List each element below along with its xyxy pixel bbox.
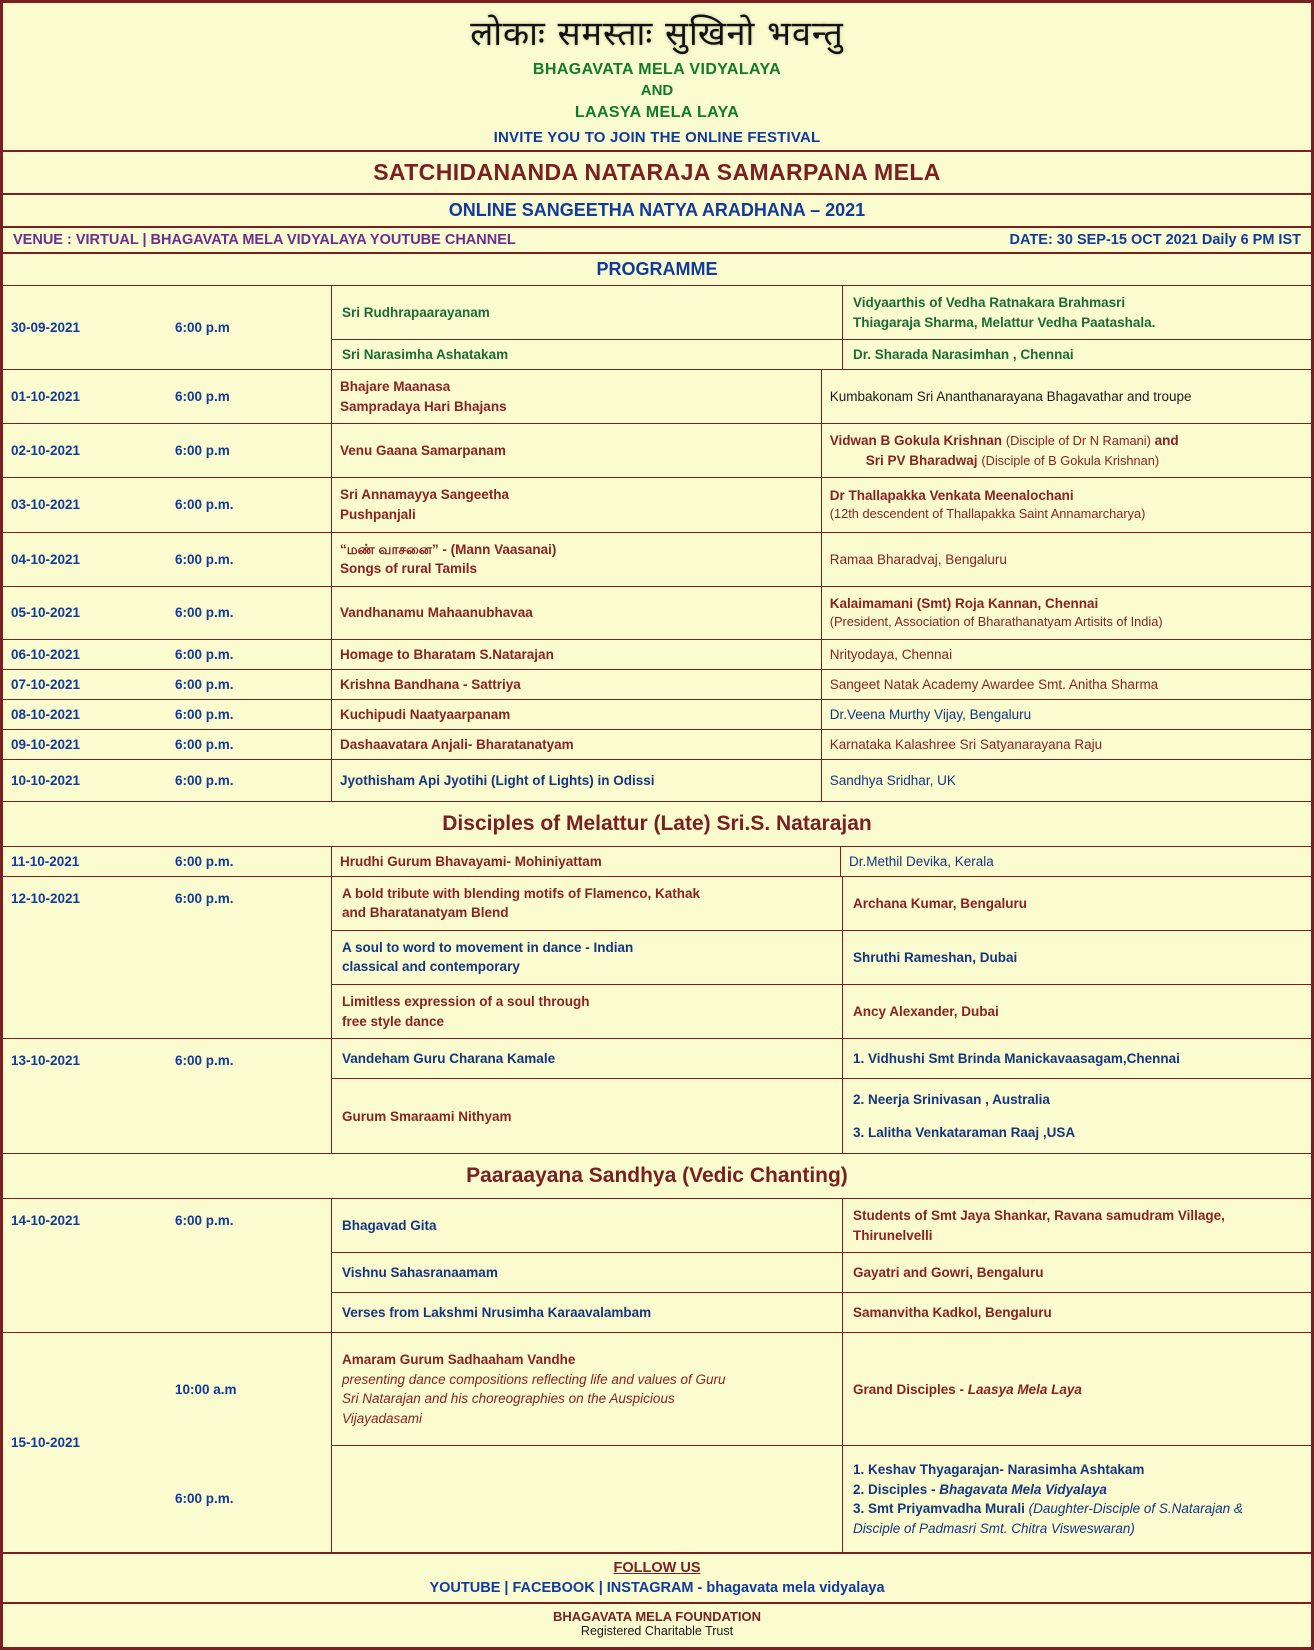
artist-line-1: 2. Neerja Srinivasan , Australia — [853, 1092, 1050, 1108]
cell-date: 01-10-2021 — [3, 370, 167, 424]
table-row — [3, 639, 1311, 669]
cell-item — [332, 478, 822, 532]
cell-item: Krishna Bandhana - Sattriya — [332, 669, 822, 699]
cell-item: Vandeham Guru Charana Kamale — [342, 1051, 556, 1067]
item-line-2: Sampradaya Hari Bhajans — [340, 398, 507, 414]
cell-date: 13-10-2021 — [3, 1039, 167, 1154]
programme-table-part2 — [3, 846, 1311, 1153]
item-line-1: A soul to word to movement in dance - Indian — [342, 939, 634, 955]
table-row — [3, 286, 1311, 370]
sub-row — [332, 1333, 1311, 1446]
artist-italic: Laasya Mela Laya — [967, 1381, 1082, 1397]
cell-time: 6:00 p.m — [167, 370, 332, 424]
cell-subrows — [332, 286, 1312, 370]
table-row — [3, 532, 1311, 586]
organization-secondary: LAASYA MELA LAYA — [574, 103, 740, 121]
cell-artist: Archana Kumar, Bengaluru — [843, 877, 1312, 931]
cell-date: 05-10-2021 — [3, 586, 167, 639]
sub-row — [332, 930, 1311, 984]
artist-line-3-prefix: 3. Smt Priyamvadha Murali — [853, 1501, 1029, 1517]
artist-line-2: Thirunelvelli — [853, 1227, 933, 1243]
cell-artist: 1. Vidhushi Smt Brinda Manickavaasagam,Chennai — [843, 1039, 1312, 1079]
cell-date: 09-10-2021 — [3, 729, 167, 759]
cell-item: Venu Gaana Samarpanam — [332, 424, 822, 478]
artist-line-4: Disciple of Padmasri Smt. Chitra Visweswaran) — [853, 1520, 1135, 1536]
cell-subrows — [332, 1039, 1312, 1154]
cell-item: Sri Narasimha Ashatakam — [332, 340, 843, 370]
cell-date: 04-10-2021 — [3, 532, 167, 586]
subrow-table — [332, 286, 1311, 369]
cell-artist: Shruthi Rameshan, Dubai — [843, 930, 1312, 984]
cell-artist: Karnataka Kalashree Sri Satyanarayana Raju — [821, 729, 1311, 759]
cell-artist — [843, 1446, 1312, 1553]
item-line-2: Songs of rural Tamils — [340, 561, 478, 577]
cell-artist: Nrityodaya, Chennai — [821, 639, 1311, 669]
cell-time: 6:00 p.m. — [167, 1199, 332, 1333]
artist-line-1: Vidwan B Gokula Krishnan (Disciple of Dr N Ramani) and — [829, 433, 1179, 449]
cell-artist — [821, 478, 1311, 532]
cell-artist — [821, 424, 1311, 478]
cell-time-1: 10:00 a.m — [175, 1382, 237, 1398]
cell-subrows — [332, 1199, 1312, 1333]
artist-line-1: Students of Smt Jaya Shankar, Ravana samudram Village, — [853, 1208, 1225, 1224]
artist-line-2: (President, Association of Bharathanatyam Artisits of India) — [829, 614, 1163, 630]
artist-line-1: Dr Thallapakka Venkata Meenalochani — [829, 487, 1074, 503]
programme-heading: PROGRAMME — [596, 259, 718, 280]
cell-time-stack — [167, 1333, 332, 1553]
item-line-1: A bold tribute with blending motifs of Flamenco, Kathak — [342, 885, 701, 901]
item-title: Amaram Gurum Sadhaaham Vandhe — [342, 1352, 576, 1368]
cell-time-2: 6:00 p.m. — [175, 1491, 234, 1507]
sub-row — [332, 1446, 1311, 1553]
cell-time: 6:00 p.m. — [167, 478, 332, 532]
item-line-1: Bhajare Maanasa — [340, 379, 451, 395]
cell-artist — [843, 286, 1312, 340]
cell-time: 6:00 p.m. — [167, 699, 332, 729]
item-line-1: Sri Annamayya Sangeetha — [340, 487, 510, 503]
table-row — [3, 1039, 1311, 1154]
cell-item: Bhagavad Gita — [342, 1218, 437, 1234]
cell-time: 6:00 p.m — [167, 424, 332, 478]
follow-us-label: FOLLOW US — [613, 1560, 701, 1577]
cell-item: Verses from Lakshmi Nrusimha Karaavalambam — [332, 1293, 843, 1333]
header-block — [3, 57, 1311, 150]
cell-item: Sri Rudhrapaarayanam — [342, 305, 490, 321]
cell-item: Jyothisham Api Jyotihi (Light of Lights) in Odissi — [332, 759, 822, 801]
cell-artist: Dr.Methil Devika, Kerala — [841, 846, 1312, 876]
cell-artist — [843, 1079, 1312, 1154]
subrow-table — [332, 1199, 1311, 1332]
cell-date: 07-10-2021 — [3, 669, 167, 699]
item-line-1: Limitless expression of a soul through — [342, 994, 590, 1010]
cell-artist — [843, 1333, 1312, 1446]
cell-item: Gurum Smaraami Nithyam — [332, 1079, 843, 1154]
artist-line-3-italic: (Daughter-Disciple of S.Natarajan & — [1028, 1501, 1243, 1517]
section-heading-disciples: Disciples of Melattur (Late) Sri.S. Natarajan — [3, 801, 1311, 846]
artist-line-2: 3. Lalitha Venkataraman Raaj ,USA — [853, 1125, 1076, 1141]
sub-row — [332, 1199, 1311, 1253]
table-row — [3, 586, 1311, 639]
artist-line-1: 1. Keshav Thyagarajan- Narasimha Ashtakam — [853, 1462, 1145, 1478]
invitation-line: INVITE YOU TO JOIN THE ONLINE FESTIVAL — [493, 129, 821, 147]
item-line-1: “மண் வாசனை” - (Mann Vaasanai) — [340, 541, 557, 557]
cell-item — [332, 532, 822, 586]
cell-artist: Ramaa Bharadvaj, Bengaluru — [821, 532, 1311, 586]
table-row — [3, 669, 1311, 699]
sub-row — [332, 1293, 1311, 1333]
cell-date: 14-10-2021 — [3, 1199, 167, 1333]
item-line-2: Pushpanjali — [340, 506, 416, 522]
sub-row — [332, 340, 1311, 370]
cell-item: Vishnu Sahasranaamam — [332, 1253, 843, 1293]
artist-line-3 — [853, 1499, 1303, 1519]
and-connector: AND — [640, 81, 674, 99]
cell-time: 6:00 p.m — [167, 286, 332, 370]
cell-date: 11-10-2021 — [3, 846, 167, 876]
sub-row — [332, 1253, 1311, 1293]
cell-item: Dashaavatara Anjali- Bharatanatyam — [332, 729, 822, 759]
cell-artist — [843, 1199, 1312, 1253]
subrow-table — [332, 1333, 1311, 1552]
cell-date: 03-10-2021 — [3, 478, 167, 532]
sanskrit-banner — [3, 3, 1311, 57]
cell-date: 10-10-2021 — [3, 759, 167, 801]
table-row — [3, 424, 1311, 478]
sub-row — [332, 1039, 1311, 1079]
organization-primary: BHAGAVATA MELA VIDYALAYA — [532, 61, 782, 78]
cell-artist: Gayatri and Gowri, Bengaluru — [843, 1253, 1312, 1293]
cell-artist: Dr.Veena Murthy Vijay, Bengaluru — [821, 699, 1311, 729]
cell-date: 08-10-2021 — [3, 699, 167, 729]
table-row — [3, 759, 1311, 801]
cell-date: 02-10-2021 — [3, 424, 167, 478]
subrow-table — [332, 877, 1311, 1038]
item-desc-2: Sri Natarajan and his choreographies on the Auspicious — [342, 1391, 675, 1407]
table-row — [3, 699, 1311, 729]
cell-time: 6:00 p.m. — [167, 639, 332, 669]
item-desc-1: presenting dance compositions reflecting life and values of Guru — [342, 1371, 726, 1387]
venue-text: VENUE : VIRTUAL | BHAGAVATA MELA VIDYALAYA YOUTUBE CHANNEL — [13, 232, 516, 249]
programme-table-part3 — [3, 1198, 1311, 1552]
item-desc-3: Vijayadasami — [342, 1410, 423, 1426]
foundation-subtitle: Registered Charitable Trust — [580, 1624, 734, 1639]
sub-row — [332, 985, 1311, 1039]
cell-date: 15-10-2021 — [3, 1333, 167, 1553]
cell-time: 6:00 p.m. — [167, 532, 332, 586]
page-title: SATCHIDANANDA NATARAJA SAMARPANA MELA — [373, 159, 941, 186]
cell-item — [332, 877, 843, 931]
cell-time: 6:00 p.m. — [167, 846, 332, 876]
social-links[interactable]: YOUTUBE | FACEBOOK | INSTAGRAM - bhagavata mela vidyalaya — [429, 1580, 885, 1597]
artist-line-1: Kalaimamani (Smt) Roja Kannan, Chennai — [829, 595, 1099, 611]
table-row — [3, 846, 1311, 876]
cell-time: 6:00 p.m. — [167, 586, 332, 639]
section-heading-paaraayana: Paaraayana Sandhya (Vedic Chanting) — [3, 1153, 1311, 1198]
time-stack-table — [167, 1334, 331, 1552]
artist-prefix: Grand Disciples - — [853, 1381, 968, 1397]
artist-line-2: Thiagaraja Sharma, Melattur Vedha Paatashala. — [853, 314, 1156, 330]
cell-artist: Samanvitha Kadkol, Bengaluru — [843, 1293, 1312, 1333]
venue-date-row — [3, 228, 1311, 252]
artist-line-1: Vidyaarthis of Vedha Ratnakara Brahmasri — [853, 295, 1126, 311]
cell-item: Vandhanamu Mahaanubhavaa — [332, 586, 822, 639]
artist-line-2: Sri PV Bharadwaj (Disciple of B Gokula Krishnan) — [865, 452, 1160, 468]
sub-row — [332, 1079, 1311, 1154]
date-text: DATE: 30 SEP-15 OCT 2021 Daily 6 PM IST — [1009, 232, 1301, 249]
cell-item — [332, 1333, 843, 1446]
cell-artist: Sandhya Sridhar, UK — [821, 759, 1311, 801]
artist-line-2-italic: Bhagavata Mela Vidyalaya — [939, 1481, 1107, 1497]
cell-item: Homage to Bharatam S.Natarajan — [332, 639, 822, 669]
cell-item — [332, 985, 843, 1039]
cell-time: 6:00 p.m. — [167, 759, 332, 801]
programme-table-part1 — [3, 285, 1311, 801]
cell-date: 30-09-2021 — [3, 286, 167, 370]
cell-artist: Kumbakonam Sri Ananthanarayana Bhagavathar and troupe — [821, 370, 1311, 424]
item-line-2: free style dance — [342, 1013, 445, 1029]
table-row — [3, 370, 1311, 424]
table-row — [3, 876, 1311, 1038]
cell-time: 6:00 p.m. — [167, 729, 332, 759]
shloka-text: लोकाः समस्ताः सुखिनो भवन्तु — [470, 14, 844, 54]
table-row — [3, 1199, 1311, 1333]
artist-line-2: (12th descendent of Thallapakka Saint Annamarcharya) — [829, 506, 1146, 522]
cell-date: 06-10-2021 — [3, 639, 167, 669]
cell-artist — [821, 586, 1311, 639]
page-subtitle: ONLINE SANGEETHA NATYA ARADHANA – 2021 — [448, 200, 866, 221]
cell-item-empty — [332, 1446, 843, 1553]
table-row — [3, 729, 1311, 759]
sub-row — [332, 877, 1311, 931]
sub-row — [332, 286, 1311, 340]
subrow-table — [332, 1039, 1311, 1153]
table-row — [3, 478, 1311, 532]
cell-item: Hrudhi Gurum Bhavayami- Mohiniyattam — [332, 846, 841, 876]
table-row-final — [3, 1333, 1311, 1553]
cell-item: Kuchipudi Naatyaarpanam — [332, 699, 822, 729]
cell-item — [332, 930, 843, 984]
cell-artist: Dr. Sharada Narasimhan , Chennai — [843, 340, 1312, 370]
cell-subrows — [332, 876, 1312, 1038]
artist-line-2 — [853, 1480, 1303, 1500]
cell-date: 12-10-2021 — [3, 876, 167, 1038]
cell-subrows — [332, 1333, 1312, 1553]
item-line-2: classical and contemporary — [342, 959, 520, 975]
item-line-2: and Bharatanatyam Blend — [342, 905, 509, 921]
cell-time: 6:00 p.m. — [167, 669, 332, 699]
cell-time: 6:00 p.m. — [167, 876, 332, 1038]
cell-artist: Ancy Alexander, Dubai — [843, 985, 1312, 1039]
cell-artist: Sangeet Natak Academy Awardee Smt. Anitha Sharma — [821, 669, 1311, 699]
cell-time: 6:00 p.m. — [167, 1039, 332, 1154]
foundation-name: BHAGAVATA MELA FOUNDATION — [3, 1602, 1311, 1624]
artist-line-2-prefix: 2. Disciples - — [853, 1481, 940, 1497]
cell-item — [332, 370, 822, 424]
